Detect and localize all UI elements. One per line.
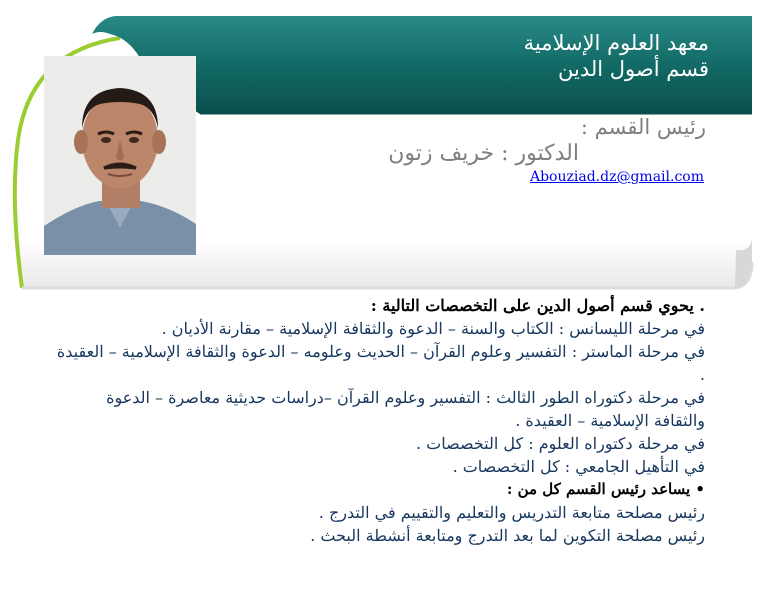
specializations-section [52, 294, 705, 547]
portrait-image [44, 56, 196, 255]
paragraph-master: في مرحلة الماستر : التفسير وعلوم القرآن – الحديث وعلومه – الدعوة والثقافة الإسلامية – العقيدة . [56, 342, 705, 384]
profile-card [0, 0, 771, 300]
head-role-label: رئيس القسم : [580, 115, 706, 139]
email-link[interactable]: Abouziad.dz@gmail.com [529, 169, 704, 185]
assistant-item: رئيس مصلحة متابعة التدريس والتعليم والتقييم في التدرج . [318, 503, 705, 522]
paragraph-doctorate-sciences: في مرحلة دكتوراه العلوم : كل التخصصات . [415, 434, 705, 453]
paragraph-licence: في مرحلة الليسانس : الكتاب والسنة – الدعوة والثقافة الإسلامية – مقارنة الأديان . [161, 319, 705, 338]
paragraph-doctorate-lmd: في مرحلة دكتوراه الطور الثالث : التفسير وعلوم القرآن –دراسات حديثية معاصرة – الدعوة والثقافة الإسلامية – العقيدة . [106, 388, 705, 430]
head-portrait-photo [44, 56, 196, 255]
header-titles [449, 30, 709, 82]
specializations-heading: . يحوي قسم أصول الدين على التخصصات التالية : [370, 296, 705, 315]
head-name: الدكتور : خريف زتون [388, 141, 579, 166]
assistant-item: رئيس مصلحة التكوين لما بعد التدرج ومتابعة أنشطة البحث . [310, 526, 705, 545]
department-title: قسم أصول الدين [558, 57, 709, 81]
assistants-heading: • يساعد رئيس القسم كل من : [506, 480, 705, 498]
paragraph-habilitation: في التأهيل الجامعي : كل التخصصات . [452, 457, 705, 476]
institute-title: معهد العلوم الإسلامية [523, 31, 709, 55]
